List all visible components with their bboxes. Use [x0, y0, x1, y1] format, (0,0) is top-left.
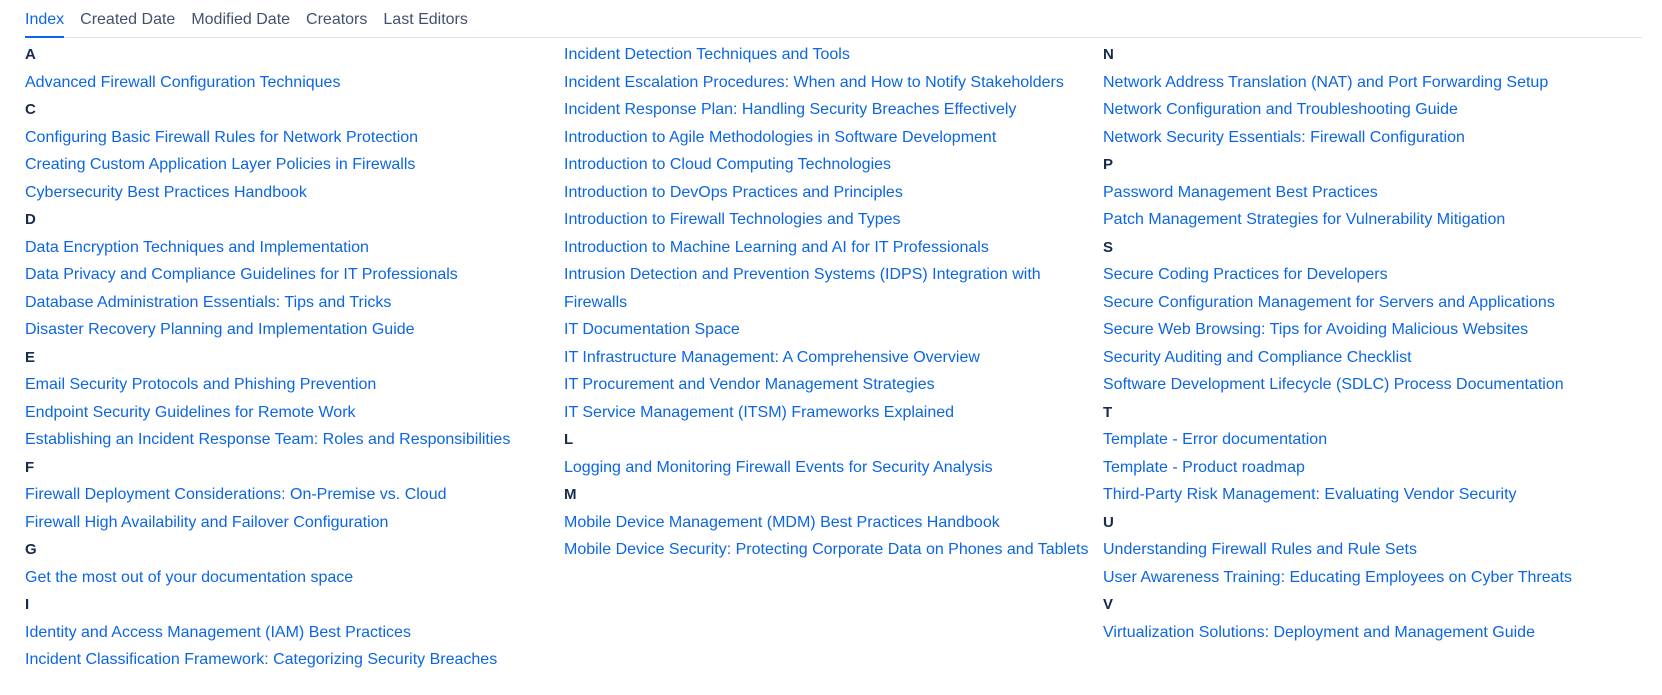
tab-last-editors[interactable]: Last Editors: [383, 11, 468, 28]
tab-modified-date[interactable]: Modified Date: [191, 11, 291, 28]
page-link[interactable]: Identity and Access Management (IAM) Best Practices: [25, 623, 411, 641]
page-link[interactable]: Firewall Deployment Considerations: On-Premise vs. Cloud: [25, 486, 447, 503]
index-column-1: [25, 41, 555, 674]
index-letter-heading: F: [25, 458, 35, 476]
tab-index[interactable]: Index: [25, 0, 64, 38]
index-letter-heading: E: [25, 348, 36, 366]
page-link[interactable]: Disaster Recovery Planning and Implementation Guide: [25, 321, 415, 338]
page-link[interactable]: Email Security Protocols and Phishing Prevention: [25, 376, 377, 393]
page-link[interactable]: Network Security Essentials: Firewall Configuration: [1103, 128, 1465, 146]
page-link[interactable]: Secure Web Browsing: Tips for Avoiding Malicious Websites: [1103, 321, 1529, 338]
page-link[interactable]: Advanced Firewall Configuration Techniques: [25, 73, 341, 91]
page-link[interactable]: Incident Response Plan: Handling Security Breaches Effectively: [564, 101, 1017, 118]
page-link[interactable]: Patch Management Strategies for Vulnerability Mitigation: [1103, 211, 1506, 228]
tab-bar: [25, 0, 1642, 38]
tab-created-date[interactable]: Created Date: [80, 11, 176, 28]
index-letter-heading: G: [25, 541, 37, 558]
page-link[interactable]: Introduction to Machine Learning and AI for IT Professionals: [564, 238, 989, 256]
page-link[interactable]: Mobile Device Security: Protecting Corporate Data on Phones and Tablets: [564, 541, 1089, 558]
page-link[interactable]: Establishing an Incident Response Team: Roles and Responsibilities: [25, 431, 511, 448]
index-letter-heading: P: [1103, 156, 1114, 173]
page-link[interactable]: Template - Product roadmap: [1103, 458, 1305, 476]
page-link[interactable]: IT Service Management (ITSM) Frameworks Explained: [564, 403, 955, 421]
index-letter-heading: U: [1103, 513, 1114, 531]
page-link[interactable]: Network Configuration and Troubleshooting Guide: [1103, 101, 1458, 118]
page-link[interactable]: Third-Party Risk Management: Evaluating Vendor Security: [1103, 486, 1517, 503]
index-letter-heading: M: [564, 486, 577, 503]
page-link[interactable]: Mobile Device Management (MDM) Best Practices Handbook: [564, 513, 1000, 531]
page-link[interactable]: Incident Detection Techniques and Tools: [564, 46, 850, 63]
page-link[interactable]: Virtualization Solutions: Deployment and Management Guide: [1103, 623, 1535, 641]
index-letter-heading: V: [1103, 596, 1114, 613]
index-letter-heading: L: [564, 431, 574, 448]
index-letter-heading: N: [1103, 46, 1114, 63]
page-link[interactable]: Secure Coding Practices for Developers: [1103, 266, 1388, 283]
page-link[interactable]: Incident Classification Framework: Categorizing Security Breaches: [25, 651, 498, 668]
page-link[interactable]: Understanding Firewall Rules and Rule Sets: [1103, 541, 1417, 558]
page-link[interactable]: Data Privacy and Compliance Guidelines for IT Professionals: [25, 266, 458, 283]
page-link[interactable]: Firewall High Availability and Failover Configuration: [25, 513, 389, 531]
page-link[interactable]: Data Encryption Techniques and Implementation: [25, 238, 369, 256]
page-link[interactable]: Secure Configuration Management for Servers and Applications: [1103, 293, 1555, 311]
tab-creators[interactable]: Creators: [306, 11, 368, 28]
page-link[interactable]: Introduction to DevOps Practices and Principles: [564, 183, 903, 201]
page-link[interactable]: Software Development Lifecycle (SDLC) Process Documentation: [1103, 376, 1564, 393]
index-letter-heading: D: [25, 211, 36, 228]
index-letter-heading: I: [25, 596, 30, 613]
index-letter-heading: C: [25, 101, 36, 118]
page-link[interactable]: IT Procurement and Vendor Management Strategies: [564, 376, 935, 393]
index-column-2: [564, 41, 1104, 564]
page-link[interactable]: Incident Escalation Procedures: When and How to Notify Stakeholders: [564, 73, 1064, 91]
index-letter-heading: S: [1103, 238, 1114, 256]
page-link[interactable]: Introduction to Cloud Computing Technologies: [564, 156, 892, 173]
page-link[interactable]: Introduction to Agile Methodologies in Software Development: [564, 128, 997, 146]
page-link[interactable]: Security Auditing and Compliance Checklist: [1103, 348, 1412, 366]
page-link[interactable]: IT Documentation Space: [564, 321, 740, 338]
page-link[interactable]: Template - Error documentation: [1103, 431, 1328, 448]
page-link[interactable]: Database Administration Essentials: Tips and Tricks: [25, 293, 392, 311]
page-link[interactable]: Logging and Monitoring Firewall Events for Security Analysis: [564, 458, 993, 476]
index-letter-heading: A: [25, 46, 36, 63]
index-column-3: [1103, 41, 1633, 646]
index-letter-heading: T: [1103, 403, 1113, 421]
page-link[interactable]: Endpoint Security Guidelines for Remote Work: [25, 403, 356, 421]
page-link[interactable]: Network Address Translation (NAT) and Port Forwarding Setup: [1103, 73, 1549, 91]
page-link[interactable]: Get the most out of your documentation space: [25, 568, 354, 586]
page-link[interactable]: Creating Custom Application Layer Policies in Firewalls: [25, 156, 416, 173]
page-index: [25, 41, 1642, 681]
page-link[interactable]: User Awareness Training: Educating Employees on Cyber Threats: [1103, 568, 1572, 586]
page-link[interactable]: Introduction to Firewall Technologies and Types: [564, 211, 901, 228]
page-link[interactable]: IT Infrastructure Management: A Comprehensive Overview: [564, 348, 980, 366]
page-link[interactable]: Configuring Basic Firewall Rules for Network Protection: [25, 128, 419, 146]
page-link[interactable]: Password Management Best Practices: [1103, 183, 1378, 201]
page-link[interactable]: Cybersecurity Best Practices Handbook: [25, 183, 307, 201]
page-link[interactable]: Intrusion Detection and Prevention Systems (IDPS) Integration with Firewalls: [564, 266, 1041, 311]
